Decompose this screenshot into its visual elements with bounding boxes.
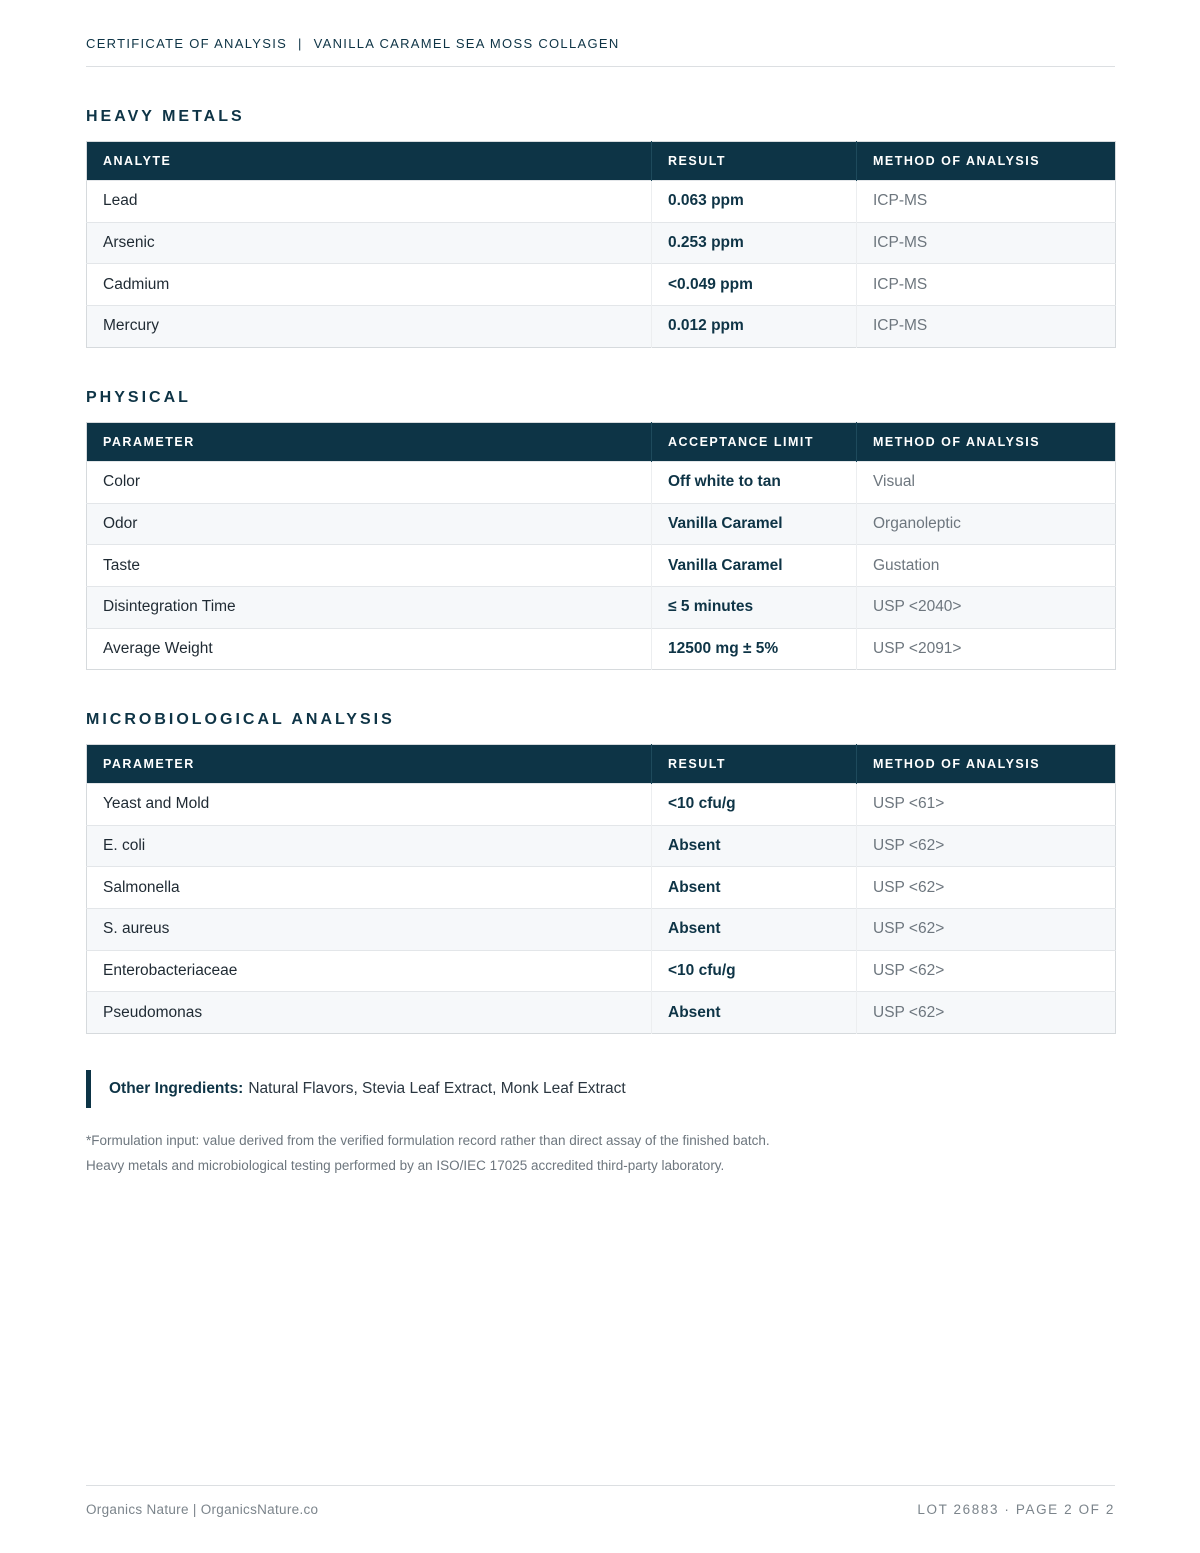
analyte-name: Cadmium (87, 264, 652, 306)
table-row (87, 503, 1116, 545)
table-row (87, 587, 1116, 629)
analysis-method: Organoleptic (857, 503, 1116, 545)
analyte-result: 0.063 ppm (652, 181, 857, 223)
table-row (87, 181, 1116, 223)
parameter-name: Average Weight (87, 628, 652, 670)
analysis-method: USP <62> (857, 825, 1116, 867)
parameter-name: E. coli (87, 825, 652, 867)
analysis-method: USP <62> (857, 867, 1116, 909)
header-divider (86, 66, 1115, 67)
analysis-method: USP <2091> (857, 628, 1116, 670)
analysis-method: Visual (857, 462, 1116, 504)
other-ingredients-text: Natural Flavors, Stevia Leaf Extract, Monk Leaf Extract (248, 1080, 626, 1097)
parameter-name: S. aureus (87, 909, 652, 951)
column-header-analyte: ANALYTE (87, 142, 652, 181)
table-header-row (87, 423, 1116, 462)
analysis-method: USP <62> (857, 909, 1116, 951)
parameter-name: Disintegration Time (87, 587, 652, 629)
column-header-method: METHOD OF ANALYSIS (857, 745, 1116, 784)
parameter-name: Odor (87, 503, 652, 545)
test-result: Absent (652, 867, 857, 909)
analysis-method: ICP-MS (857, 306, 1116, 348)
acceptance-limit: Vanilla Caramel (652, 545, 857, 587)
footer-brand: Organics Nature | OrganicsNature.co (86, 1502, 319, 1517)
other-ingredients-label: Other Ingredients: (109, 1080, 244, 1097)
test-result: Absent (652, 992, 857, 1034)
column-header-acceptance-limit: ACCEPTANCE LIMIT (652, 423, 857, 462)
test-result: Absent (652, 909, 857, 951)
column-header-result: RESULT (652, 142, 857, 181)
analysis-method: ICP-MS (857, 181, 1116, 223)
parameter-name: Enterobacteriaceae (87, 950, 652, 992)
heavy-metals-table (86, 141, 1116, 348)
column-header-method: METHOD OF ANALYSIS (857, 142, 1116, 181)
table-row (87, 867, 1116, 909)
acceptance-limit: Vanilla Caramel (652, 503, 857, 545)
parameter-name: Taste (87, 545, 652, 587)
product-name: VANILLA CARAMEL SEA MOSS COLLAGEN (313, 36, 620, 51)
acceptance-limit: Off white to tan (652, 462, 857, 504)
table-row (87, 784, 1116, 826)
table-row (87, 992, 1116, 1034)
analysis-method: USP <62> (857, 950, 1116, 992)
footer-divider (86, 1485, 1115, 1486)
test-result: Absent (652, 825, 857, 867)
analyte-name: Lead (87, 181, 652, 223)
parameter-name: Salmonella (87, 867, 652, 909)
test-result: <10 cfu/g (652, 950, 857, 992)
other-ingredients-callout (86, 1070, 1115, 1108)
analyte-name: Arsenic (87, 222, 652, 264)
physical-title: PHYSICAL (86, 389, 191, 406)
column-header-result: RESULT (652, 745, 857, 784)
table-row (87, 825, 1116, 867)
table-header-row (87, 745, 1116, 784)
footnote-formulation: *Formulation input: value derived from the verified formulation record rather than direct assay of the finished batch. (86, 1133, 770, 1148)
table-header-row (87, 142, 1116, 181)
analysis-method: ICP-MS (857, 222, 1116, 264)
physical-table (86, 422, 1116, 670)
column-header-parameter: PARAMETER (87, 745, 652, 784)
table-row (87, 264, 1116, 306)
analysis-method: USP <61> (857, 784, 1116, 826)
table-row (87, 909, 1116, 951)
table-row (87, 628, 1116, 670)
table-row (87, 222, 1116, 264)
column-header-parameter: PARAMETER (87, 423, 652, 462)
footer-lot-page: LOT 26883 · PAGE 2 OF 2 (917, 1502, 1115, 1517)
heavy-metals-title: HEAVY METALS (86, 108, 245, 125)
parameter-name: Yeast and Mold (87, 784, 652, 826)
footnote-lab: Heavy metals and microbiological testing performed by an ISO/IEC 17025 accredited third-party laboratory. (86, 1158, 725, 1173)
parameter-name: Color (87, 462, 652, 504)
table-row (87, 306, 1116, 348)
header-separator: | (298, 36, 303, 51)
microbiological-table (86, 744, 1116, 1034)
analyte-result: 0.253 ppm (652, 222, 857, 264)
acceptance-limit: ≤ 5 minutes (652, 587, 857, 629)
coa-page (86, 0, 1115, 1553)
document-type: CERTIFICATE OF ANALYSIS (86, 36, 288, 51)
test-result: <10 cfu/g (652, 784, 857, 826)
analyte-result: 0.012 ppm (652, 306, 857, 348)
analysis-method: ICP-MS (857, 264, 1116, 306)
table-row (87, 950, 1116, 992)
table-row (87, 462, 1116, 504)
analysis-method: USP <2040> (857, 587, 1116, 629)
table-row (87, 545, 1116, 587)
document-header (86, 36, 1115, 51)
acceptance-limit: 12500 mg ± 5% (652, 628, 857, 670)
analyte-name: Mercury (87, 306, 652, 348)
microbiological-title: MICROBIOLOGICAL ANALYSIS (86, 711, 395, 728)
parameter-name: Pseudomonas (87, 992, 652, 1034)
analyte-result: <0.049 ppm (652, 264, 857, 306)
column-header-method: METHOD OF ANALYSIS (857, 423, 1116, 462)
analysis-method: USP <62> (857, 992, 1116, 1034)
analysis-method: Gustation (857, 545, 1116, 587)
